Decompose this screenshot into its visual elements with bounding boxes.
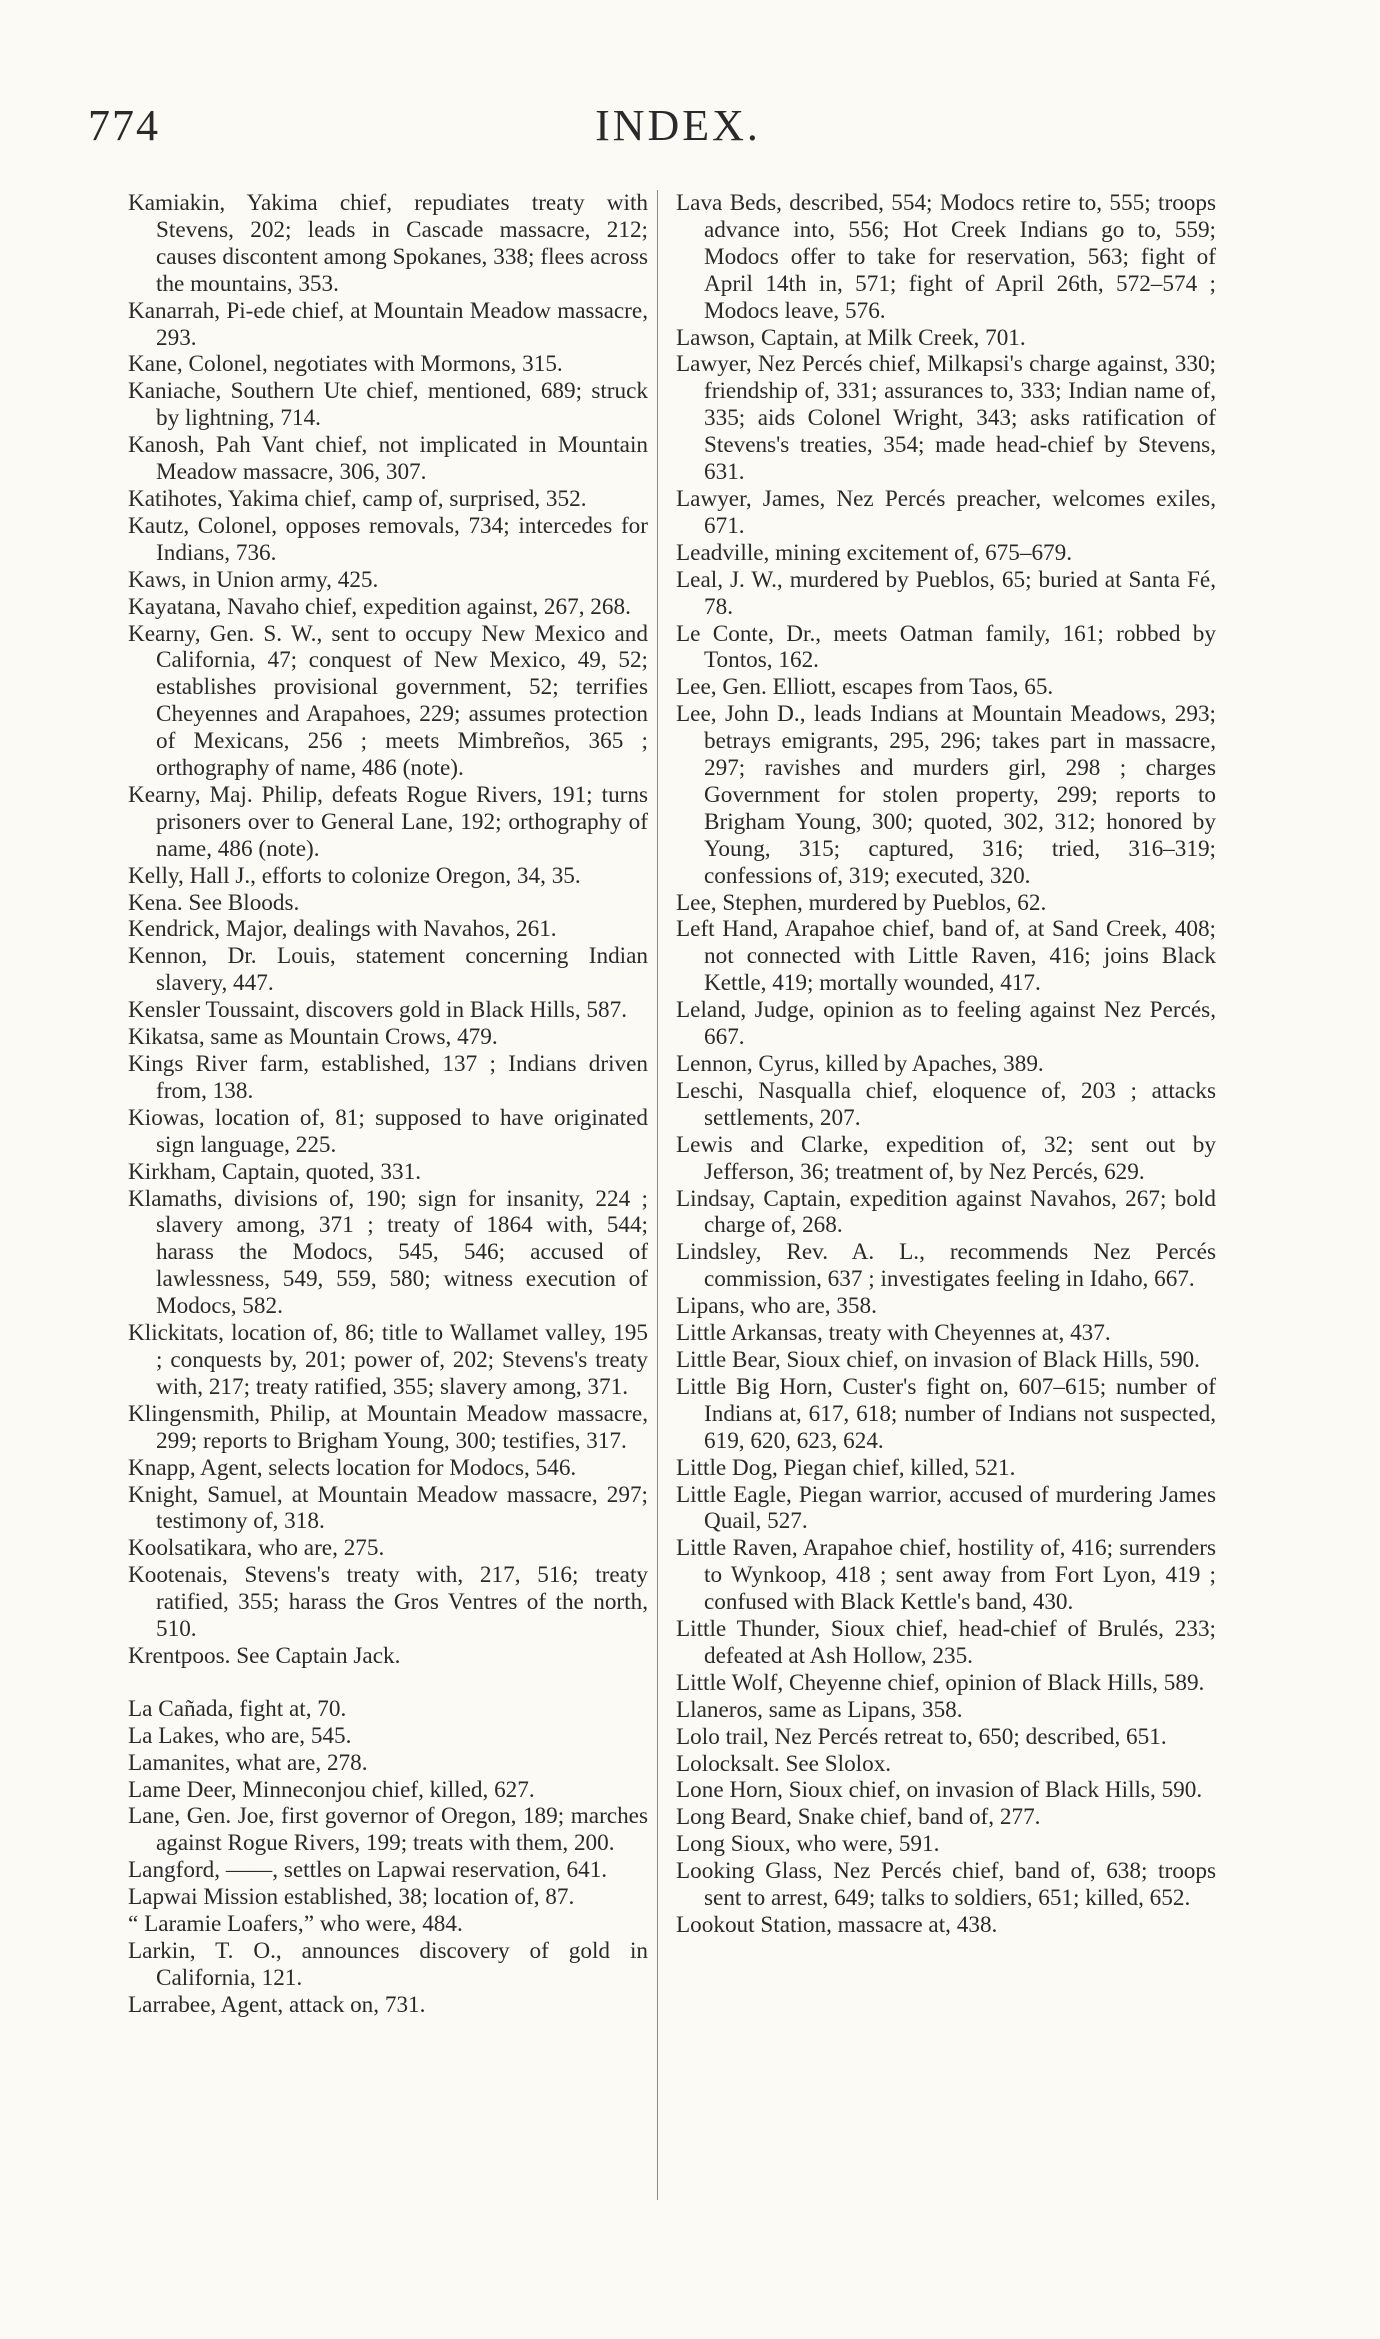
index-entry: Kaniache, Southern Ute chief, mentioned, 689; struck by lightning, 714. bbox=[128, 378, 648, 432]
index-entry: Left Hand, Arapahoe chief, band of, at Sand Creek, 408; not connected with Little Raven, 416; joins Black Kettle, 419; mortally wounded, 417. bbox=[676, 916, 1216, 997]
page-header bbox=[88, 100, 1268, 170]
index-entry: Lava Beds, described, 554; Modocs retire to, 555; troops advance into, 556; Hot Creek Indians go to, 559; Modocs offer to take for reservation, 563; fight of April 14th in, 571; fight of April 26th, 572–574 ; Modocs leave, 576. bbox=[676, 190, 1216, 324]
index-entry: Krentpoos. See Captain Jack. bbox=[128, 1642, 401, 1669]
index-entry: Lindsay, Captain, expedition against Navahos, 267; bold charge of, 268. bbox=[676, 1185, 1216, 1239]
index-entry: Lamanites, what are, 278. bbox=[128, 1749, 368, 1776]
index-entry: Lane, Gen. Joe, first governor of Oregon, 189; marches against Rogue Rivers, 199; treats with them, 200. bbox=[128, 1803, 648, 1857]
index-entry: Kena. See Bloods. bbox=[128, 889, 300, 916]
index-entry: Lipans, who are, 358. bbox=[676, 1293, 877, 1320]
index-entry: Little Arkansas, treaty with Cheyennes at, 437. bbox=[676, 1320, 1111, 1347]
index-entry: Lookout Station, massacre at, 438. bbox=[676, 1912, 998, 1938]
page-title: INDEX. bbox=[595, 101, 761, 150]
index-entry: Kings River farm, established, 137 ; Indians driven from, 138. bbox=[128, 1051, 648, 1104]
index-entry: Knapp, Agent, selects location for Modocs, 546. bbox=[128, 1454, 577, 1481]
index-entry: Lolocksalt. See Slolox. bbox=[676, 1750, 892, 1777]
index-column-left bbox=[128, 190, 648, 2019]
index-entry: Klamaths, divisions of, 190; sign for insanity, 224 ; slavery among, 371 ; treaty of 1864 with, 544; harass the Modocs, 545, 546; accused of lawlessness, 549, 559, 580; witness execution of Modocs, 582. bbox=[128, 1185, 648, 1320]
index-entry: La Lakes, who are, 545. bbox=[128, 1722, 352, 1749]
index-entry: Kennon, Dr. Louis, statement concerning Indian slavery, 447. bbox=[128, 943, 648, 997]
index-entry: Leschi, Nasqualla chief, eloquence of, 203 ; attacks settlements, 207. bbox=[676, 1077, 1216, 1131]
index-entry: Little Wolf, Cheyenne chief, opinion of Black Hills, 589. bbox=[676, 1669, 1205, 1696]
index-entry: Long Sioux, who were, 591. bbox=[676, 1831, 940, 1858]
index-entry: Le Conte, Dr., meets Oatman family, 161; robbed by Tontos, 162. bbox=[676, 620, 1216, 674]
index-entry: Larrabee, Agent, attack on, 731. bbox=[128, 1991, 426, 2018]
index-entry: Katihotes, Yakima chief, camp of, surprised, 352. bbox=[128, 485, 587, 512]
index-entry: Kiowas, location of, 81; supposed to have originated sign language, 225. bbox=[128, 1104, 648, 1158]
index-entry: Lawyer, Nez Percés chief, Milkapsi's charge against, 330; friendship of, 331; assurances to, 333; Indian name of, 335; aids Colonel Wright, 343; asks ratification of Stevens's treaties, 354; made head-chief by Stevens, 631. bbox=[676, 351, 1216, 486]
index-entry: Kensler Toussaint, discovers gold in Black Hills, 587. bbox=[128, 997, 628, 1024]
index-entry: Koolsatikara, who are, 275. bbox=[128, 1535, 385, 1562]
index-entry: Lewis and Clarke, expedition of, 32; sent out by Jefferson, 36; treatment of, by Nez Percés, 629. bbox=[676, 1131, 1216, 1185]
index-entry: La Cañada, fight at, 70. bbox=[128, 1695, 347, 1722]
index-entry: Kirkham, Captain, quoted, 331. bbox=[128, 1158, 422, 1185]
index-entry: Lee, Gen. Elliott, escapes from Taos, 65. bbox=[676, 674, 1054, 701]
index-entry: Llaneros, same as Lipans, 358. bbox=[676, 1696, 963, 1723]
index-entry: Kendrick, Major, dealings with Navahos, 261. bbox=[128, 916, 557, 943]
index-entry: Leland, Judge, opinion as to feeling against Nez Percés, 667. bbox=[676, 997, 1216, 1051]
index-entry: Looking Glass, Nez Percés chief, band of, 638; troops sent to arrest, 649; talks to soldiers, 651; killed, 652. bbox=[676, 1858, 1216, 1912]
index-entry: Lennon, Cyrus, killed by Apaches, 389. bbox=[676, 1051, 1044, 1077]
index-entry: Klingensmith, Philip, at Mountain Meadow massacre, 299; reports to Brigham Young, 300; testifies, 317. bbox=[128, 1400, 648, 1454]
index-entry: Kautz, Colonel, opposes removals, 734; intercedes for Indians, 736. bbox=[128, 512, 648, 566]
index-entry: Lindsley, Rev. A. L., recommends Nez Percés commission, 637 ; investigates feeling in Idaho, 667. bbox=[676, 1239, 1216, 1293]
index-entry: Lame Deer, Minneconjou chief, killed, 627. bbox=[128, 1776, 535, 1803]
index-entry: Little Thunder, Sioux chief, head-chief of Brulés, 233; defeated at Ash Hollow, 235. bbox=[676, 1616, 1216, 1669]
index-entry: Kane, Colonel, negotiates with Mormons, 315. bbox=[128, 351, 563, 378]
index-entry: Larkin, T. O., announces discovery of gold in California, 121. bbox=[128, 1938, 648, 1991]
index-entry: Klickitats, location of, 86; title to Wallamet valley, 195 ; conquests by, 201; power of, 202; Stevens's treaty with, 217; treaty ratified, 355; slavery among, 371. bbox=[128, 1320, 648, 1400]
index-entry: Kayatana, Navaho chief, expedition against, 267, 268. bbox=[128, 593, 631, 620]
index-entry: Lone Horn, Sioux chief, on invasion of Black Hills, 590. bbox=[676, 1777, 1203, 1804]
index-entry: Kearny, Gen. S. W., sent to occupy New Mexico and California, 47; conquest of New Mexico, 49, 52; establishes provisional government, 52; terrifies Cheyennes and Arapahoes, 229; assumes protection of Mexicans, 256 ; meets Mimbreños, 365 ; orthography of name, 486 (note). bbox=[128, 620, 648, 782]
index-column-right bbox=[676, 190, 1216, 1939]
page-number: 774 bbox=[88, 101, 160, 150]
index-entry: Knight, Samuel, at Mountain Meadow massacre, 297; testimony of, 318. bbox=[128, 1481, 648, 1535]
index-entry: Lee, Stephen, murdered by Pueblos, 62. bbox=[676, 889, 1047, 916]
index-entry: Kaws, in Union army, 425. bbox=[128, 566, 379, 593]
column-divider bbox=[657, 190, 658, 2200]
index-entry: Little Raven, Arapahoe chief, hostility of, 416; surrenders to Wynkoop, 418 ; sent away from Fort Lyon, 419 ; confused with Black Kettle's band, 430. bbox=[676, 1535, 1216, 1616]
index-entry: Kanosh, Pah Vant chief, not implicated in Mountain Meadow massacre, 306, 307. bbox=[128, 432, 648, 486]
index-entry: Kootenais, Stevens's treaty with, 217, 516; treaty ratified, 355; harass the Gros Ventres of the north, 510. bbox=[128, 1562, 648, 1643]
index-entry: Little Dog, Piegan chief, killed, 521. bbox=[676, 1454, 1016, 1481]
index-entry: Lawyer, James, Nez Percés preacher, welcomes exiles, 671. bbox=[676, 485, 1216, 539]
index-entry: Kikatsa, same as Mountain Crows, 479. bbox=[128, 1024, 498, 1051]
index-entry: Leal, J. W., murdered by Pueblos, 65; buried at Santa Fé, 78. bbox=[676, 566, 1216, 620]
index-entry: Kanarrah, Pi-ede chief, at Mountain Meadow massacre, 293. bbox=[128, 297, 648, 351]
index-entry: Leadville, mining excitement of, 675–679. bbox=[676, 539, 1073, 566]
index-entry: Langford, ——, settles on Lapwai reservation, 641. bbox=[128, 1857, 608, 1884]
index-entry: Long Beard, Snake chief, band of, 277. bbox=[676, 1804, 1041, 1831]
index-entry: Kearny, Maj. Philip, defeats Rogue Rivers, 191; turns prisoners over to General Lane, 192; orthography of name, 486 (note). bbox=[128, 781, 648, 862]
index-entry: Lawson, Captain, at Milk Creek, 701. bbox=[676, 324, 1026, 351]
index-entry: Lapwai Mission established, 38; location of, 87. bbox=[128, 1884, 575, 1911]
index-entry: Kamiakin, Yakima chief, repudiates treaty with Stevens, 202; leads in Cascade massacre, 212; causes discontent among Spokanes, 338; flees across the mountains, 353. bbox=[128, 190, 648, 297]
index-entry: Kelly, Hall J., efforts to colonize Oregon, 34, 35. bbox=[128, 862, 581, 889]
index-entry: Lee, John D., leads Indians at Mountain Meadows, 293; betrays emigrants, 295, 296; takes part in massacre, 297; ravishes and murders girl, 298 ; charges Government for stolen property, 299; reports to Brigham Young, 300; quoted, 302, 312; honored by Young, 315; captured, 316; tried, 316–319; confessions of, 319; executed, 320. bbox=[676, 701, 1216, 889]
index-entry: Little Eagle, Piegan warrior, accused of murdering James Quail, 527. bbox=[676, 1481, 1216, 1535]
index-entry: Little Big Horn, Custer's fight on, 607–615; number of Indians at, 617, 618; number of Indians not suspected, 619, 620, 623, 624. bbox=[676, 1373, 1216, 1454]
index-entry: Lolo trail, Nez Percés retreat to, 650; described, 651. bbox=[676, 1723, 1167, 1750]
index-entry: Little Bear, Sioux chief, on invasion of Black Hills, 590. bbox=[676, 1346, 1200, 1373]
index-entry: “ Laramie Loafers,” who were, 484. bbox=[128, 1911, 463, 1938]
